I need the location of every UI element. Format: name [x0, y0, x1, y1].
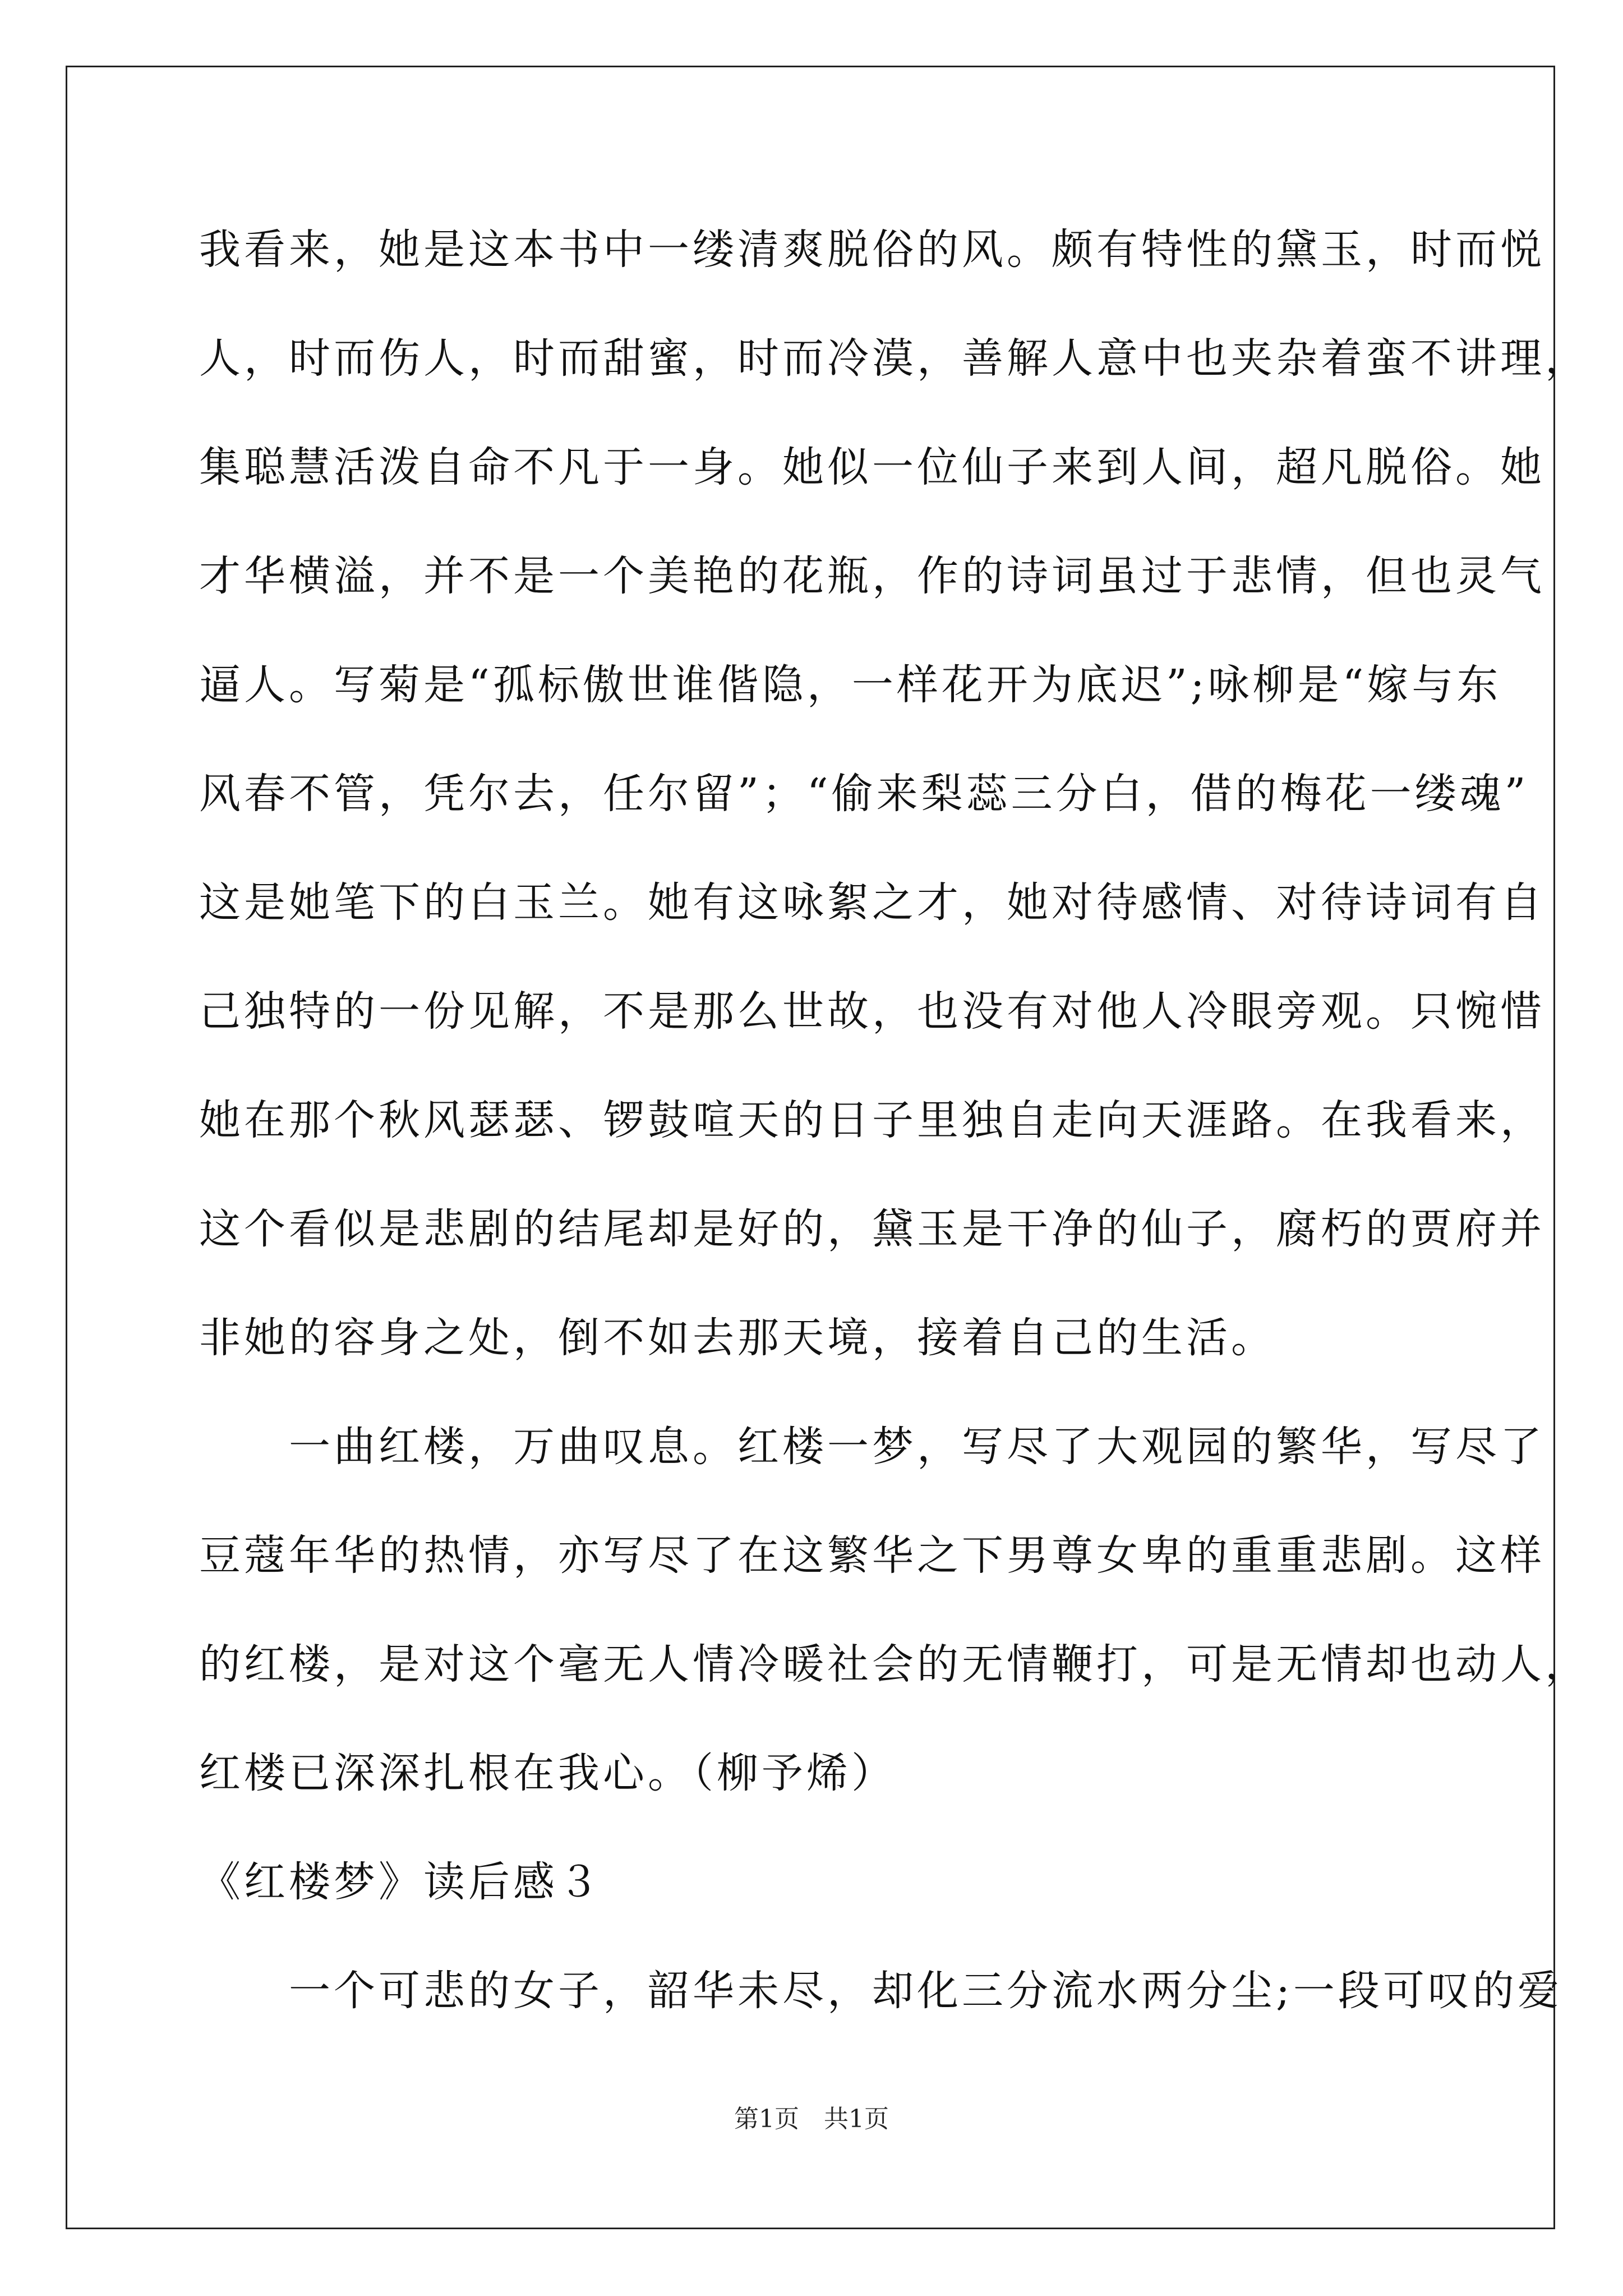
text-line: 豆蔻年华的热情，亦写尽了在这繁华之下男尊女卑的重重悲剧。这样: [199, 1531, 1545, 1580]
text-line: 才华横溢，并不是一个美艳的花瓶，作的诗词虽过于悲情，但也灵气: [199, 552, 1545, 600]
section-heading: 《红楼梦》读后感３: [199, 1858, 603, 1906]
text-line: 集聪慧活泼自命不凡于一身。她似一位仙子来到人间，超凡脱俗。她: [199, 443, 1545, 491]
paragraph-start-line: 一个可悲的女子，韶华未尽，却化三分流水两分尘;一段可叹的爱: [199, 1967, 1562, 2015]
text-line: 她在那个秋风瑟瑟、锣鼓喧天的日子里独自走向天涯路。在我看来，: [199, 1096, 1545, 1144]
text-line: 我看来，她是这本书中一缕清爽脱俗的风。颇有特性的黛玉，时而悦: [199, 226, 1545, 274]
text-line: 风春不管，凭尔去，任尔留”；“偷来梨蕊三分白，借的梅花一缕魂”: [199, 770, 1529, 818]
text-line: 人，时而伤人，时而甜蜜，时而冷漠，善解人意中也夹杂着蛮不讲理，: [199, 334, 1590, 383]
text-line: 己独特的一份见解，不是那么世故，也没有对他人冷眼旁观。只惋惜: [199, 987, 1545, 1036]
text-line: 非她的容身之处，倒不如去那天境，接着自己的生活。: [199, 1314, 1276, 1362]
text-line: 逼人。写菊是“孤标傲世谁偕隐，一样花开为底迟”;咏柳是“嫁与东: [199, 661, 1502, 709]
text-line: 红楼已深深扎根在我心。（柳予烯）: [199, 1749, 896, 1797]
paragraph-start-line: 一曲红楼，万曲叹息。红楼一梦，写尽了大观园的繁华，写尽了: [199, 1423, 1545, 1471]
page-footer: 第1页 共1页: [734, 2105, 889, 2133]
text-line: 这个看似是悲剧的结尾却是好的，黛玉是干净的仙子，腐朽的贾府并: [199, 1205, 1545, 1253]
text-line: 的红楼，是对这个毫无人情冷暖社会的无情鞭打，可是无情却也动人，: [199, 1640, 1590, 1688]
text-line: 这是她笔下的白玉兰。她有这咏絮之才，她对待感情、对待诗词有自: [199, 878, 1545, 927]
